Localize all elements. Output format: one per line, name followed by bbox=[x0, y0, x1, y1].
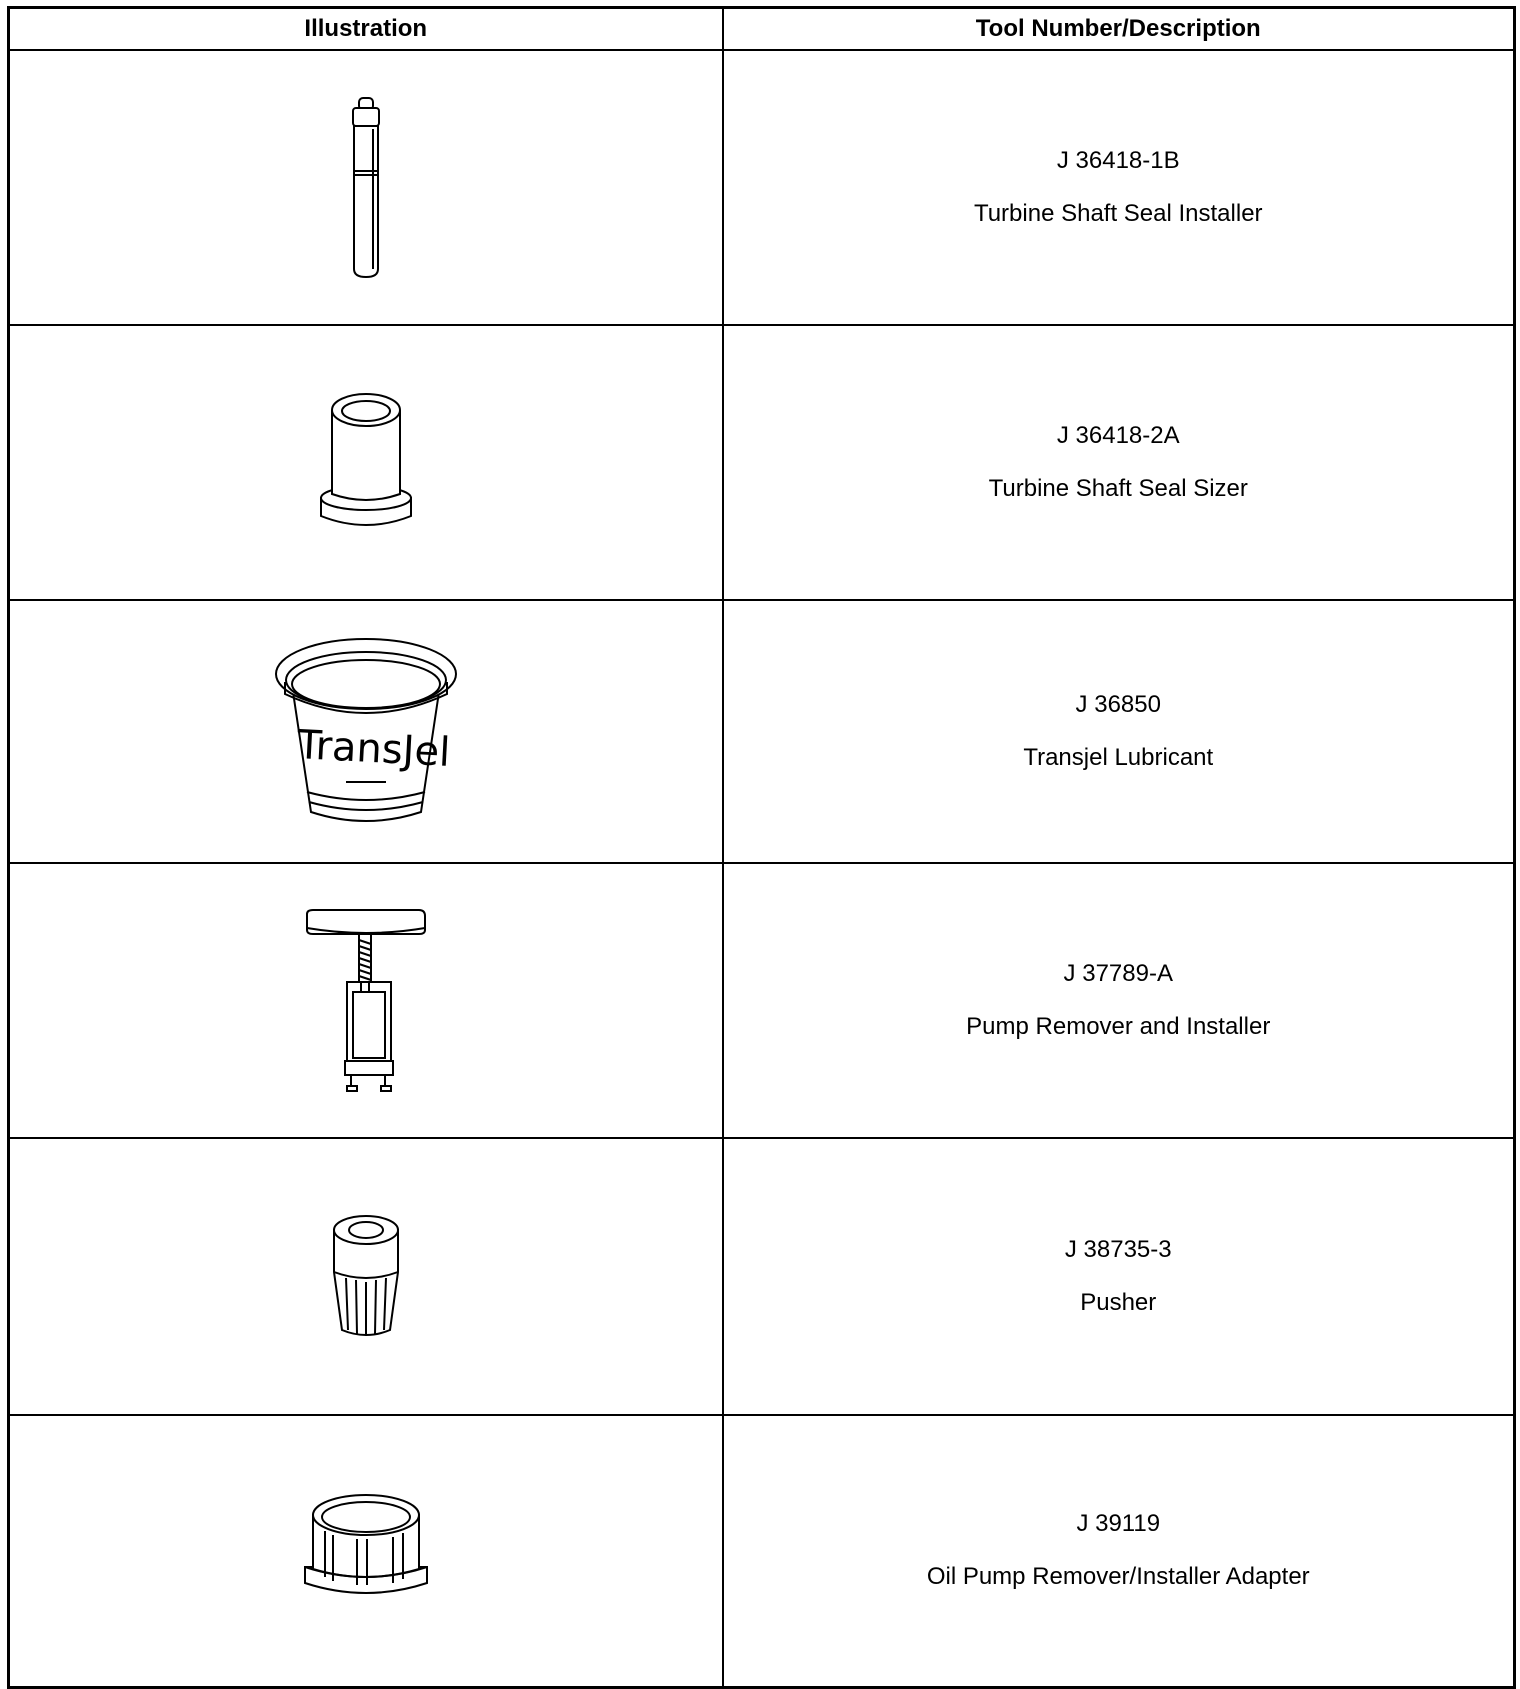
tool-number: J 36850 bbox=[1075, 691, 1161, 718]
lubricant-tub-icon bbox=[271, 632, 461, 832]
adapter-icon bbox=[301, 1491, 431, 1611]
description-cell bbox=[723, 1415, 1515, 1687]
illustration-cell bbox=[9, 1415, 723, 1687]
description-header: Tool Number/Description bbox=[723, 8, 1515, 51]
pusher-icon bbox=[326, 1212, 406, 1342]
illustration-cell bbox=[9, 1138, 723, 1415]
table-row bbox=[9, 50, 1515, 325]
illustration-cell bbox=[9, 50, 723, 325]
description-cell bbox=[723, 863, 1515, 1138]
tool-number: J 38735-3 bbox=[1064, 1236, 1172, 1263]
tool-name: Oil Pump Remover/Installer Adapter bbox=[926, 1563, 1310, 1591]
header-row bbox=[9, 8, 1515, 51]
illustration-cell bbox=[9, 325, 723, 600]
tool-name: Transjel Lubricant bbox=[1023, 744, 1214, 771]
table-row bbox=[9, 325, 1515, 600]
illustration-header: Illustration bbox=[9, 8, 723, 51]
table-row bbox=[9, 863, 1515, 1138]
description-cell bbox=[723, 1138, 1515, 1415]
description-cell bbox=[723, 50, 1515, 325]
table-row bbox=[9, 1138, 1515, 1415]
seal-sizer-icon bbox=[316, 388, 416, 538]
tool-number: J 39119 bbox=[1076, 1510, 1161, 1538]
tool-number: J 36418-1B bbox=[1056, 147, 1180, 174]
tool-name: Pump Remover and Installer bbox=[966, 1013, 1271, 1040]
tool-number: J 37789-A bbox=[1063, 960, 1173, 987]
table-row bbox=[9, 600, 1515, 863]
tool-number: J 36418-2A bbox=[1056, 422, 1180, 449]
description-cell bbox=[723, 600, 1515, 863]
pump-remover-icon bbox=[301, 906, 431, 1096]
table-row bbox=[9, 1415, 1515, 1687]
tool-name: Turbine Shaft Seal Installer bbox=[973, 200, 1263, 227]
tub-label: TransJel bbox=[295, 721, 452, 776]
illustration-cell bbox=[9, 600, 723, 863]
special-tools-table bbox=[7, 6, 1516, 1689]
seal-installer-icon bbox=[336, 93, 396, 283]
illustration-cell bbox=[9, 863, 723, 1138]
tool-name: Pusher bbox=[1080, 1289, 1157, 1316]
tool-name: Turbine Shaft Seal Sizer bbox=[988, 475, 1248, 502]
description-cell bbox=[723, 325, 1515, 600]
